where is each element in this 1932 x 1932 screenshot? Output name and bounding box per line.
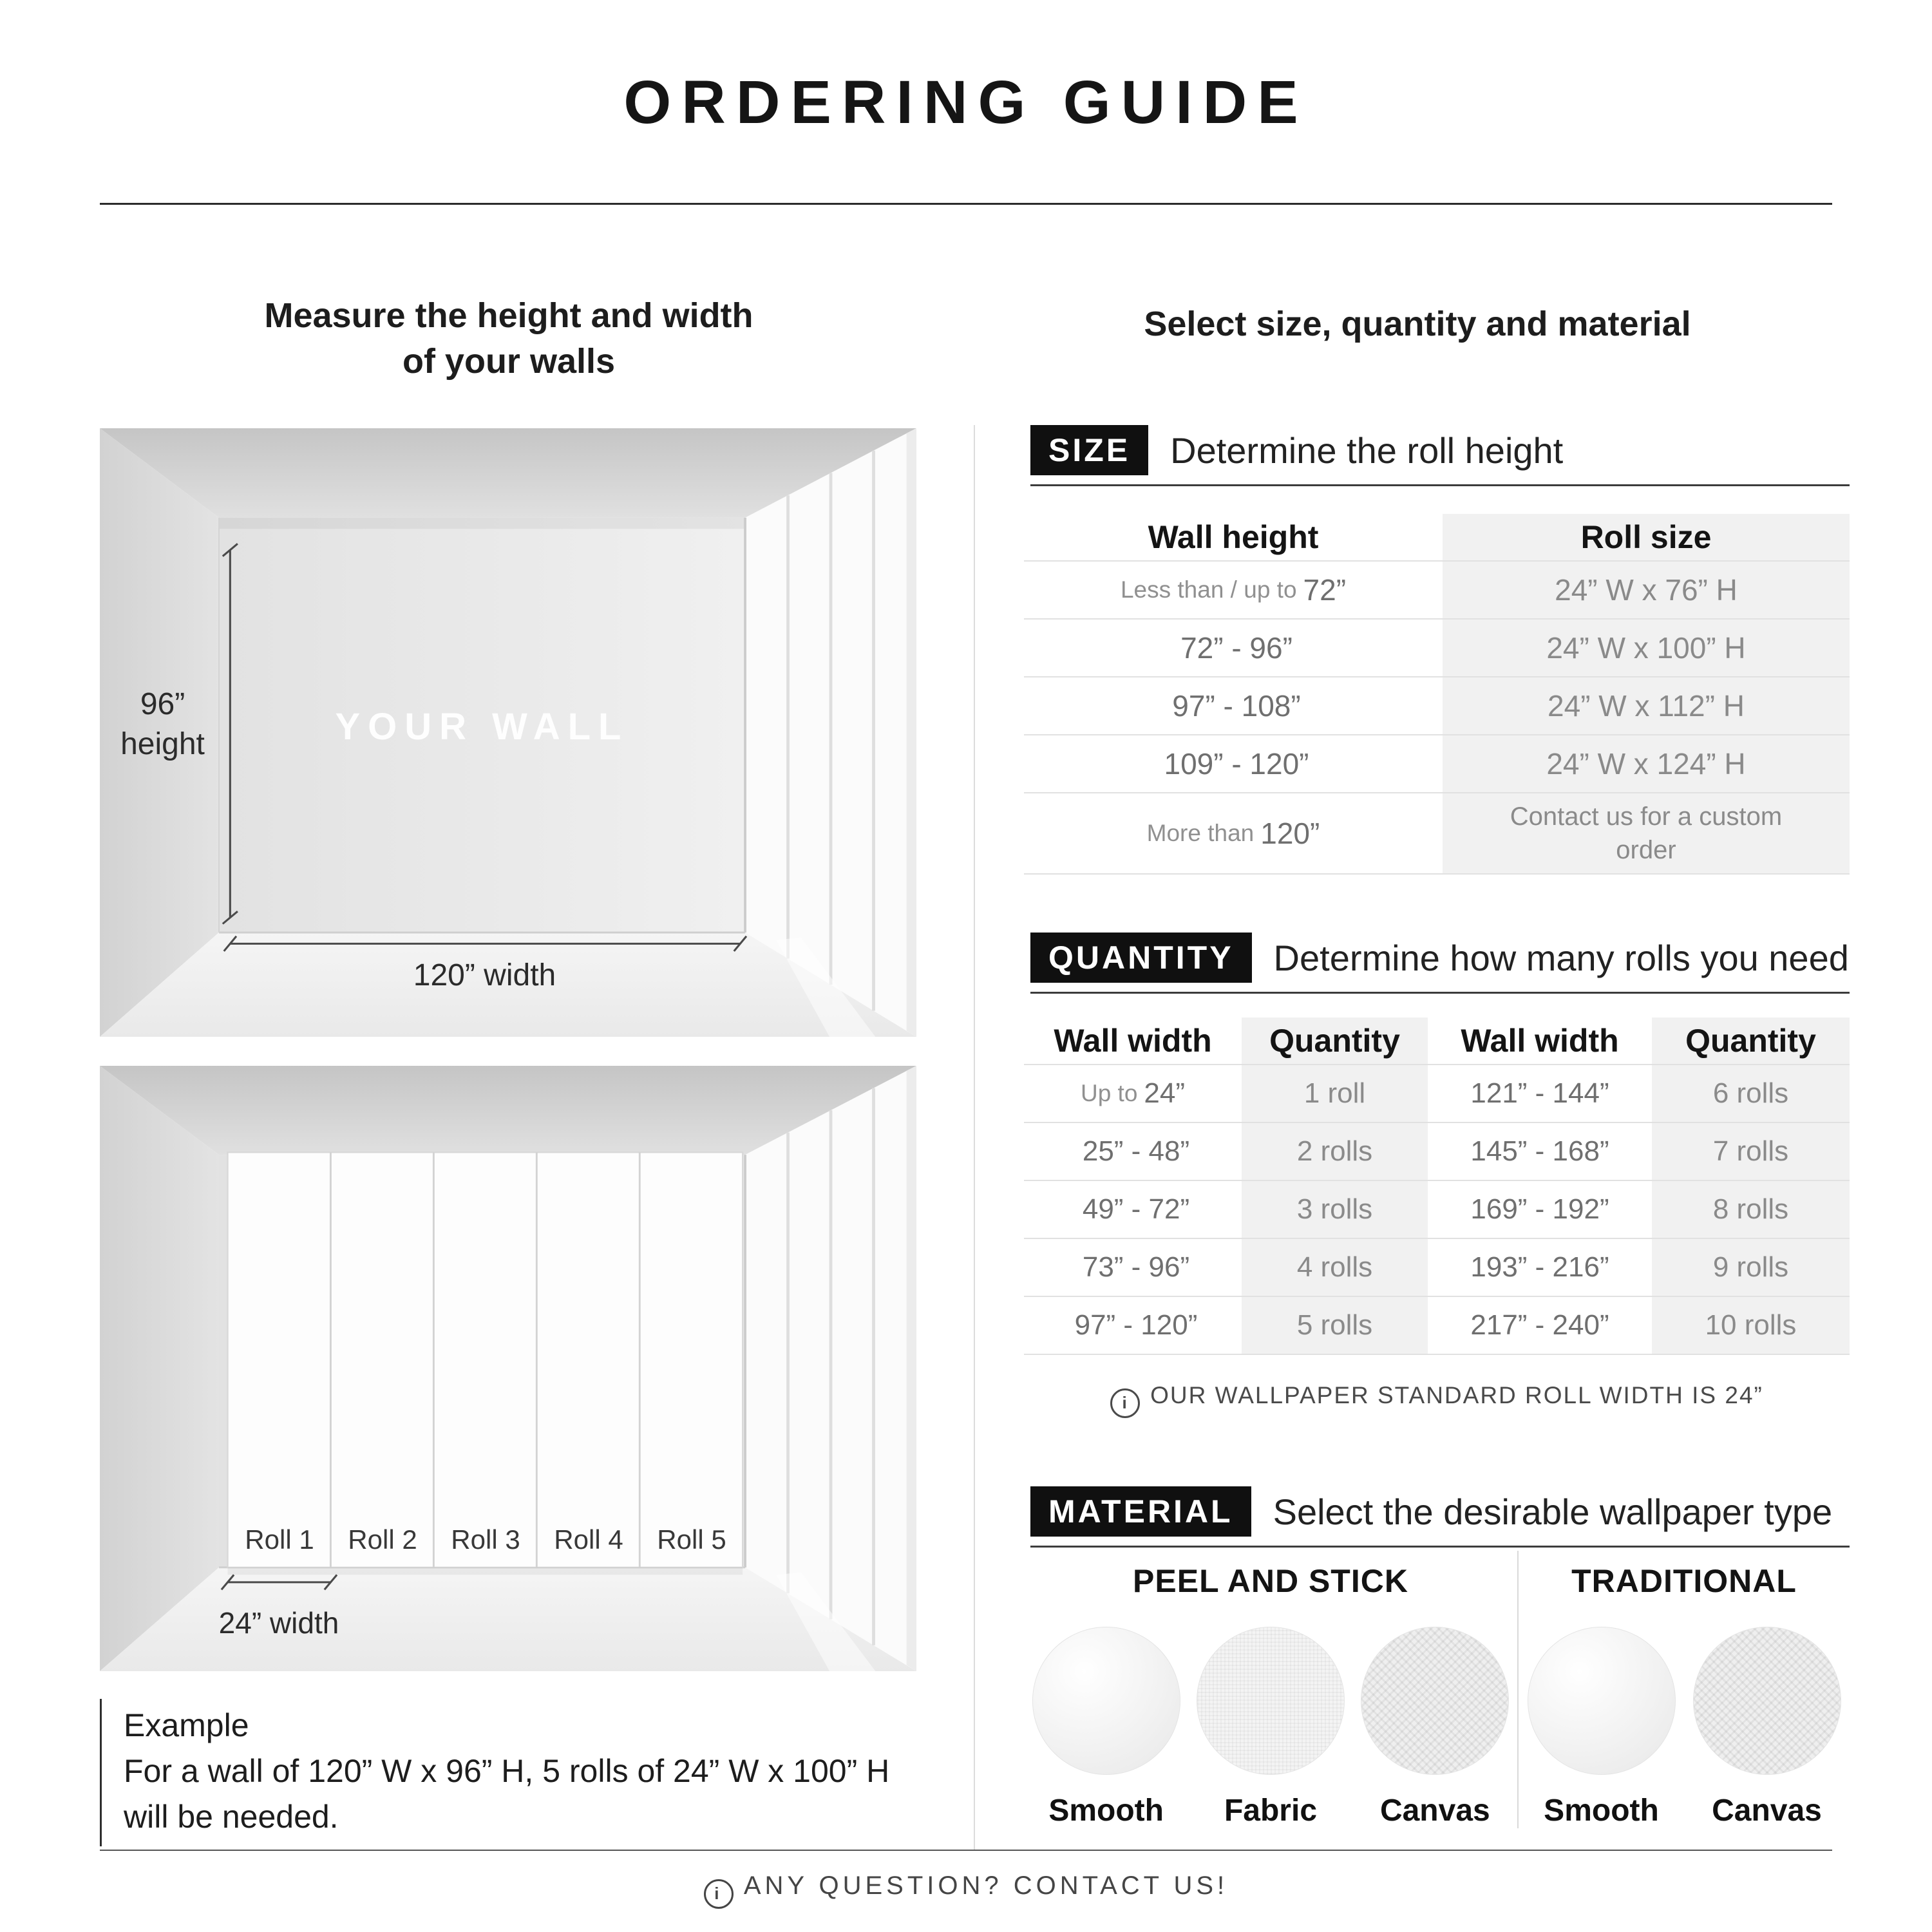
material-group-peel-and-stick xyxy=(1024,1551,1519,1828)
wall-height-cell xyxy=(1024,735,1443,792)
material-badge: MATERIAL xyxy=(1030,1486,1251,1537)
quantity-cell: 2 rolls xyxy=(1242,1123,1428,1180)
wall-width-prefix: Up to xyxy=(1080,1080,1138,1106)
material-group-name: PEEL AND STICK xyxy=(1133,1563,1408,1599)
room-art xyxy=(100,1066,916,1671)
quantity-table-row xyxy=(1024,1297,1850,1355)
swatch-traditional-canvas xyxy=(1684,1627,1850,1828)
smooth-texture-swatch xyxy=(1528,1627,1676,1775)
roll-label: Roll 5 xyxy=(657,1524,726,1555)
left-heading-line1: Measure the height and width xyxy=(264,296,753,335)
quantity-table-row xyxy=(1024,1239,1850,1297)
swatch-label: Smooth xyxy=(1048,1794,1164,1828)
roll-labels-row xyxy=(228,1524,743,1555)
swatch-label: Canvas xyxy=(1379,1794,1490,1828)
quantity-section-title: Determine how many rolls you need xyxy=(1273,937,1849,978)
size-table-row xyxy=(1024,562,1850,620)
quantity-cell: 9 rolls xyxy=(1652,1239,1850,1296)
swatch-peel-smooth xyxy=(1024,1627,1188,1828)
swatch-peel-fabric xyxy=(1188,1627,1352,1828)
your-wall-label: YOUR WALL xyxy=(335,706,629,748)
header-divider xyxy=(100,203,1832,205)
page-title: ORDERING GUIDE xyxy=(623,68,1309,137)
example-note xyxy=(100,1699,916,1846)
wall-height-cell xyxy=(1024,620,1443,676)
example-line2: will be needed. xyxy=(124,1799,339,1835)
size-header-wall-height: Wall height xyxy=(1148,519,1319,555)
fabric-texture-swatch xyxy=(1197,1627,1345,1775)
swatch-label: Smooth xyxy=(1544,1794,1659,1828)
wall-width-cell xyxy=(1024,1065,1242,1122)
wall-width-cell: 145” - 168” xyxy=(1470,1135,1609,1167)
wall-height-value: 120” xyxy=(1260,817,1320,850)
wallpaper-roll-panels xyxy=(227,1152,743,1575)
material-group-traditional xyxy=(1519,1551,1850,1828)
wall-height-cell xyxy=(1024,677,1443,734)
quantity-header-quantity: Quantity xyxy=(1652,1018,1850,1064)
quantity-cell: 8 rolls xyxy=(1652,1181,1850,1238)
roll-size-cell: 24” W x 124” H xyxy=(1443,735,1850,792)
width-dimension-label: 120” width xyxy=(413,958,556,992)
wall-width-cell: 193” - 216” xyxy=(1470,1251,1609,1283)
quantity-cell: 4 rolls xyxy=(1242,1239,1428,1296)
roll-label: Roll 3 xyxy=(451,1524,520,1555)
example-line1: For a wall of 120” W x 96” H, 5 rolls of 24” W x 100” H xyxy=(124,1753,890,1789)
quantity-badge: QUANTITY xyxy=(1030,933,1252,983)
wall-height-value: 72” - 96” xyxy=(1180,631,1293,665)
roll-label: Roll 4 xyxy=(554,1524,623,1555)
size-table xyxy=(1024,514,1850,875)
roll-width-note xyxy=(1024,1382,1850,1418)
size-table-row xyxy=(1024,677,1850,735)
swatch-traditional-smooth xyxy=(1519,1627,1684,1828)
wall-height-value: 109” - 120” xyxy=(1164,747,1309,781)
size-table-row xyxy=(1024,793,1850,875)
swatch-label: Canvas xyxy=(1712,1794,1822,1828)
room-illustration-measured-wall xyxy=(100,428,916,1037)
quantity-table-row xyxy=(1024,1123,1850,1181)
size-table-row xyxy=(1024,735,1850,793)
quantity-table-row xyxy=(1024,1065,1850,1123)
wall-width-value: 24” xyxy=(1144,1077,1186,1109)
quantity-section-header xyxy=(1030,933,1850,994)
quantity-table-header-row xyxy=(1024,1018,1850,1065)
footer-note-text: ANY QUESTION? CONTACT US! xyxy=(743,1871,1229,1900)
wall-width-cell: 217” - 240” xyxy=(1470,1309,1609,1341)
wall-width-cell xyxy=(1024,1123,1242,1180)
wall-width-value: 73” - 96” xyxy=(1082,1251,1190,1283)
wall-height-prefix: Less than / up to xyxy=(1120,576,1297,603)
quantity-cell: 7 rolls xyxy=(1652,1123,1850,1180)
quantity-table-row xyxy=(1024,1181,1850,1239)
roll-label: Roll 2 xyxy=(348,1524,417,1555)
column-divider xyxy=(974,425,975,1850)
quantity-header-quantity: Quantity xyxy=(1242,1018,1428,1064)
wall-height-value: 97” - 108” xyxy=(1172,689,1301,723)
wall-width-cell: 121” - 144” xyxy=(1470,1077,1609,1109)
quantity-cell: 6 rolls xyxy=(1652,1065,1850,1122)
footer-divider xyxy=(100,1850,1832,1851)
size-table-row xyxy=(1024,620,1850,677)
wall-width-cell xyxy=(1024,1181,1242,1238)
left-heading-line2: of your walls xyxy=(402,342,616,381)
height-dimension-label xyxy=(100,685,225,765)
wall-height-value: 72” xyxy=(1303,573,1347,607)
wall-height-cell xyxy=(1024,562,1443,618)
roll-size-cell xyxy=(1443,793,1850,873)
quantity-header-wall-width: Wall width xyxy=(1054,1023,1212,1059)
wall-width-value: 97” - 120” xyxy=(1074,1309,1198,1341)
roll-width-note-text: OUR WALLPAPER STANDARD ROLL WIDTH IS 24” xyxy=(1150,1382,1763,1408)
footer-note xyxy=(0,1871,1932,1909)
wall-width-value: 49” - 72” xyxy=(1082,1193,1190,1225)
quantity-cell: 1 roll xyxy=(1242,1065,1428,1122)
material-group-name: TRADITIONAL xyxy=(1571,1563,1797,1599)
right-column-heading: Select size, quantity and material xyxy=(1144,305,1691,343)
swatch-label: Fabric xyxy=(1224,1794,1318,1828)
roll-size-cell: 24” W x 112” H xyxy=(1443,677,1850,734)
material-groups xyxy=(1024,1551,1850,1828)
size-section-header xyxy=(1030,425,1850,486)
canvas-texture-swatch xyxy=(1361,1627,1509,1775)
wall-width-cell xyxy=(1024,1239,1242,1296)
wall-width-cell: 169” - 192” xyxy=(1470,1193,1609,1225)
material-section-header xyxy=(1030,1486,1850,1548)
size-badge: SIZE xyxy=(1030,425,1148,475)
swatch-peel-canvas xyxy=(1353,1627,1517,1828)
wall-height-cell xyxy=(1024,793,1443,873)
example-label: Example xyxy=(124,1707,249,1743)
wall-width-cell xyxy=(1024,1297,1242,1354)
roll-size-cell: 24” W x 100” H xyxy=(1443,620,1850,676)
left-column-heading xyxy=(100,293,918,385)
custom-order-note: Contact us for a custom order xyxy=(1510,802,1783,864)
quantity-cell: 5 rolls xyxy=(1242,1297,1428,1354)
info-icon: i xyxy=(1110,1388,1140,1418)
quantity-table xyxy=(1024,1018,1850,1355)
height-word: height xyxy=(120,727,205,762)
material-section-title: Select the desirable wallpaper type xyxy=(1273,1491,1833,1532)
size-section-title: Determine the roll height xyxy=(1170,430,1564,471)
info-icon: i xyxy=(704,1879,734,1909)
canvas-texture-swatch xyxy=(1693,1627,1841,1775)
quantity-header-wall-width: Wall width xyxy=(1461,1023,1619,1059)
roll-width-dimension-label: 24” width xyxy=(218,1606,339,1640)
wall-height-prefix: More than xyxy=(1146,820,1255,846)
roll-label: Roll 1 xyxy=(245,1524,314,1555)
quantity-cell: 3 rolls xyxy=(1242,1181,1428,1238)
height-value: 96” xyxy=(140,687,185,721)
wall-width-value: 25” - 48” xyxy=(1082,1135,1190,1167)
size-header-roll-size: Roll size xyxy=(1443,514,1850,560)
room-illustration-rolls xyxy=(100,1066,916,1671)
roll-size-cell: 24” W x 76” H xyxy=(1443,562,1850,618)
size-table-header-row xyxy=(1024,514,1850,562)
quantity-cell: 10 rolls xyxy=(1652,1297,1850,1354)
smooth-texture-swatch xyxy=(1032,1627,1180,1775)
